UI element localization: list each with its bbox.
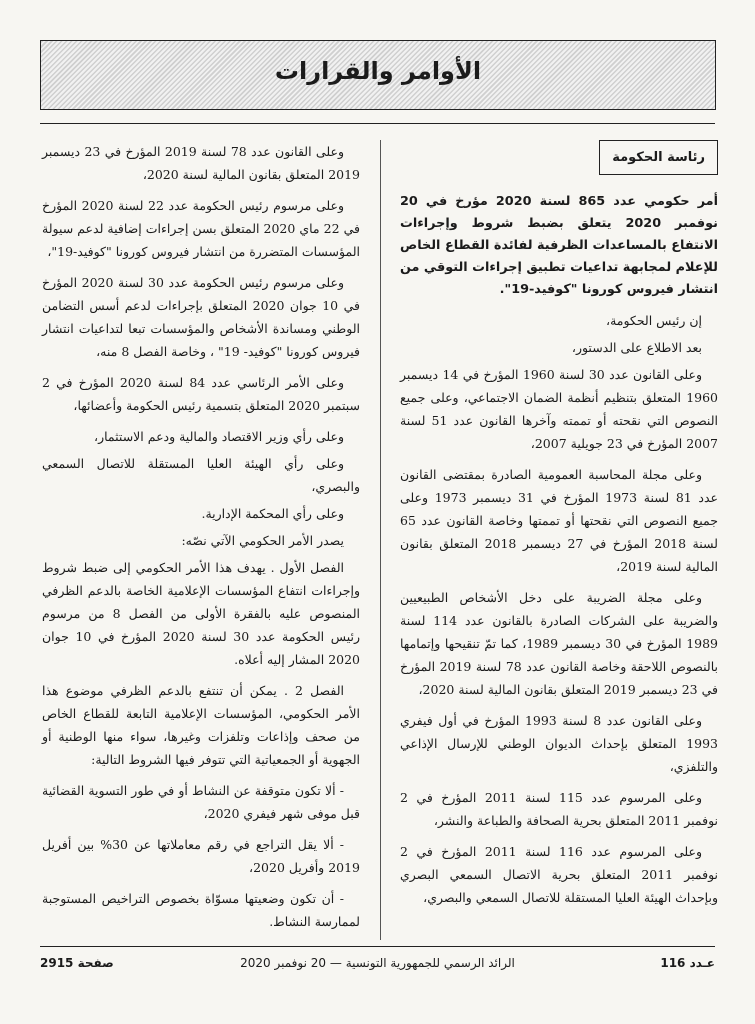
paragraph: وعلى المرسوم عدد 115 لسنة 2011 المؤرخ في 2 نوفمبر 2011 المتعلق بحرية الصحافة والطباعة والنشر، [400,790,718,828]
paragraph: وعلى القانون عدد 30 لسنة 1960 المؤرخ في 14 ديسمبر 1960 المتعلق بتنظيم أنظمة الضمان الاجتماعي، وعلى جميع النصوص التي نقحته أو تممته وآخرها القانون عدد 51 لسنة 2007 المؤرخ في 23 جويلية 2007، [400,367,718,451]
paragraph: وعلى القانون عدد 8 لسنة 1993 المؤرخ في أول فيفري 1993 المتعلق بإحداث الديوان الوطني للإرسال الإذاعي والتلفزي، [400,713,718,774]
bottom-divider [40,946,715,947]
article-2: الفصل 2 . يمكن أن تنتفع بالدعم الظرفي موضوع هذا الأمر الحكومي، المؤسسات الإعلامية التابعة للقطاع الخاص من صحف وإذاعات وتلفزات وغيرها، سواء منها الوطنية أو الجهوية أو الجمعياتية التي تتوفر فيها الشروط التالية: [42,683,360,767]
paragraph: وعلى رأي الهيئة العليا المستقلة للاتصال السمعي والبصري، [42,456,360,494]
page-number: صفحة 2915 [40,956,114,970]
condition-item: - ألا تكون متوقفة عن النشاط أو في طور التسوية القضائية قبل موفى شهر فيفري 2020، [42,783,360,821]
paragraph: وعلى الأمر الرئاسي عدد 84 لسنة 2020 المؤرخ في 2 سبتمبر 2020 المتعلق بتسمية رئيس الحكومة وأعضائها، [42,375,360,413]
issue-number: عـدد 116 [660,956,715,970]
paragraph: وعلى مجلة المحاسبة العمومية الصادرة بمقتضى القانون عدد 81 لسنة 1973 المؤرخ في 31 ديسمبر 1973 وعلى جميع النصوص التي نقحتها أو تممتها وخاصة القانون عدد 65 لسنة 2018 المؤرخ في 27 ديسمبر 2018 المتعلق بقانون المالية لسنة 2019، [400,467,718,574]
top-divider [40,123,715,124]
condition-item: - ألا يقل التراجع في رقم معاملاتها عن 30% بين أفريل 2019 وأفريل 2020، [42,837,360,875]
paragraph: وعلى رأي وزير الاقتصاد والمالية ودعم الاستثمار، [94,429,344,444]
section-label: رئاسة الحكومة [599,140,718,175]
page-footer [40,956,715,980]
paragraph: وعلى القانون عدد 78 لسنة 2019 المؤرخ في 23 ديسمبر 2019 المتعلق بقانون المالية لسنة 2020، [42,144,360,182]
page-title: الأوامر والقرارات [274,57,482,85]
article-1: الفصل الأول . يهدف هذا الأمر الحكومي إلى ضبط شروط وإجراءات انتفاع المؤسسات الإعلامية الخاصة بالدعم الظرفي المنصوص عليه بالفقرة الأولى من الفصل 8 من مرسوم رئيس الحكومة عدد 30 لسنة 2020 المؤرخ في 10 جوان 2020 المشار إليه أعلاه. [42,560,361,667]
paragraph: إن رئيس الحكومة، [606,313,702,328]
paragraph: وعلى مرسوم رئيس الحكومة عدد 30 لسنة 2020 المؤرخ في 10 جوان 2020 المتعلق بإجراءات لدعم أسس التضامن الوطني ومساندة الأشخاص والمؤسسات تبعا لتداعيات انتشار فيروس كورونا "كوفيد- 19" ، وخاصة الفصل 8 منه، [42,275,360,359]
right-column [400,140,718,917]
left-column [42,140,360,941]
condition-item: - أن تكون وضعيتها مسوّاة بخصوص التراخيص المستوجبة لممارسة النشاط. [42,891,360,929]
paragraph: وعلى المرسوم عدد 116 لسنة 2011 المؤرخ في 2 نوفمبر 2011 المتعلق بحرية الاتصال السمعي البصري وبإحداث الهيئة العليا المستقلة للاتصال السمعي والبصري، [400,844,719,905]
column-divider [380,140,381,940]
order-title: أمر حكومي عدد 865 لسنة 2020 مؤرخ في 20 نوفمبر 2020 يتعلق بضبط شروط وإجراءات الانتفاع بالمساعدات الظرفية لفائدة القطاع الخاص للإعلام لمجابهة تداعيات تطبيق إجراءات التوقي من انتشار فيروس كورونا "كوفيد-19". [400,194,718,297]
header-banner [40,40,716,110]
paragraph: بعد الاطلاع على الدستور، [571,340,702,355]
paragraph: وعلى مرسوم رئيس الحكومة عدد 22 لسنة 2020 المؤرخ في 22 ماي 2020 المتعلق بسن إجراءات إضافية لدعم سيولة المؤسسات المتضررة من انتشار فيروس كورونا "كوفيد-19"، [42,198,360,259]
paragraph: يصدر الأمر الحكومي الآتي نصّه: [181,533,344,548]
paragraph: وعلى مجلة الضريبة على دخل الأشخاص الطبيعيين والضريبة على الشركات الصادرة بالقانون عدد 114 لسنة 1989 المؤرخ في 30 ديسمبر 1989، كما تمّ تنقيحها وإتمامها بالنصوص اللاحقة وخاصة القانون عدد 78 لسنة 2019 المؤرخ في 23 ديسمبر 2019 المتعلق بقانون المالية لسنة 2020، [400,590,719,697]
journal-name-date: الرائد الرسمي للجمهورية التونسية — 20 نوفمبر 2020 [240,956,515,970]
paragraph: وعلى رأي المحكمة الإدارية. [201,506,344,521]
